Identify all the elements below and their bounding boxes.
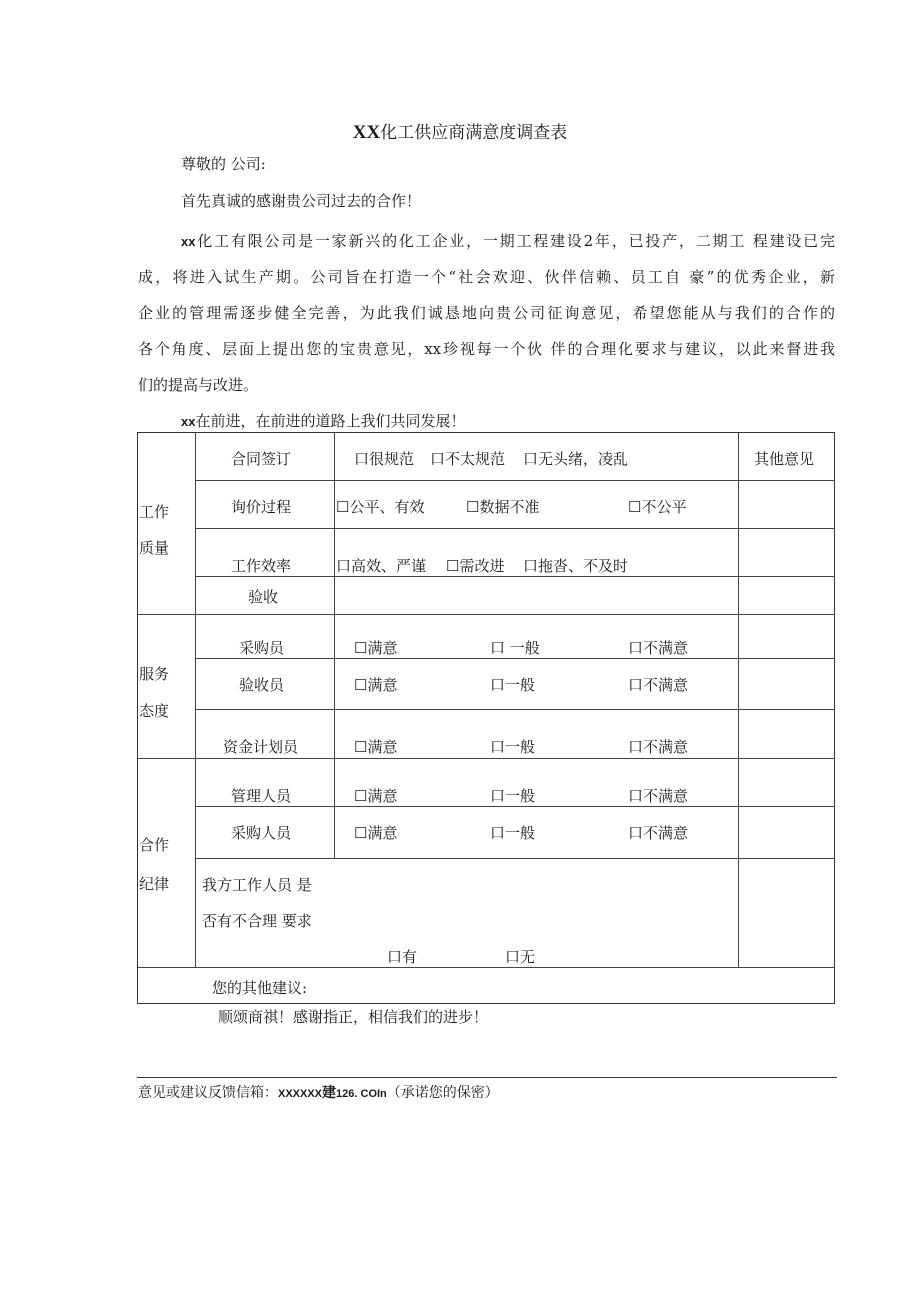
group-divider (138, 758, 835, 759)
row-divider (195, 806, 835, 807)
footer-feedback (138, 1082, 499, 1102)
footer-email-part[interactable]: 126. COIn (336, 1088, 387, 1100)
option-checkbox[interactable]: 口不满意 (628, 787, 689, 805)
footer-note: （承诺您的保密） (386, 1085, 499, 1101)
row-divider (195, 858, 835, 859)
other-suggestions-label: 您的其他建议: (212, 979, 308, 997)
footer-divider (137, 1077, 837, 1078)
option-checkbox[interactable]: 口一般 (490, 676, 536, 694)
intro-prefix: xx (181, 234, 196, 249)
title-text: 化工供应商满意度调查表 (380, 123, 568, 143)
option-checkbox[interactable]: 口很规范 (354, 450, 415, 468)
group-divider (138, 614, 835, 615)
item-label: 合同签订 (231, 450, 292, 468)
intro-line-1: xx化工有限公司是一家新兴的化工企业，一期工程建设2年，已投产，二期工 程建设已完 (181, 232, 835, 250)
option-checkbox[interactable]: 口高效、严谨 (336, 557, 427, 575)
category-label: 质量 (139, 539, 170, 557)
option-checkbox[interactable]: ☐不公平 (628, 498, 687, 516)
item-label: 采购员 (239, 639, 285, 657)
intro-line-2: 成，将进入试生产期。公司旨在打造一个“社会欢迎、伙伴信赖、员工自 豪”的优秀企业，新 (138, 268, 835, 286)
category-label: 纪律 (139, 875, 170, 893)
option-checkbox[interactable]: 口一般 (490, 738, 536, 756)
col-divider (738, 433, 739, 967)
item-label: 验收 (248, 588, 279, 606)
item-label: 否有不合理 要求 (202, 912, 312, 930)
option-checkbox[interactable]: 口不满意 (628, 639, 689, 657)
row-divider (195, 576, 835, 577)
intro-line-5: 们的提高与改进。 (138, 376, 259, 394)
title-prefix: XX (352, 122, 381, 143)
item-label: 我方工作人员 是 (202, 876, 312, 894)
intro-line-4: 各个角度、层面上提出您的宝贵意见，xx珍视每一个伙 伴的合理化要求与建议，以此来督进我 (138, 340, 835, 358)
item-label: 资金计划员 (223, 738, 299, 756)
option-checkbox[interactable]: 口一般 (490, 824, 536, 842)
option-checkbox[interactable]: 口一般 (490, 787, 536, 805)
option-checkbox[interactable]: 口无头绪，凌乱 (523, 450, 629, 468)
option-checkbox[interactable]: ☐数据不准 (466, 498, 540, 516)
option-checkbox[interactable]: 口不太规范 (430, 450, 506, 468)
option-checkbox[interactable]: ☐满意 (354, 676, 398, 694)
col-divider (195, 433, 196, 967)
option-checkbox[interactable]: 口 一般 (490, 639, 540, 657)
other-opinions-header: 其他意见 (754, 450, 815, 468)
motto-line: xx在前进，在前进的道路上我们共同发展！ (181, 412, 466, 430)
footer-email-part[interactable]: XXXXXX (278, 1088, 323, 1100)
salutation: 尊敬的 公司: (181, 155, 266, 173)
option-checkbox[interactable]: 口不满意 (628, 824, 689, 842)
item-label: 采购人员 (231, 824, 292, 842)
category-label: 态度 (139, 702, 170, 720)
item-label: 工作效率 (231, 557, 292, 575)
row-divider (195, 480, 835, 481)
item-label: 管理人员 (231, 787, 292, 805)
thanks-line: 首先真诚的感谢贵公司过去的合作！ (181, 192, 422, 210)
item-label: 验收员 (239, 676, 285, 694)
option-checkbox[interactable]: ☐公平、有效 (336, 498, 425, 516)
footer-email-part[interactable]: 建 (322, 1085, 337, 1101)
closing-line: 顺颂商祺！感谢指正，相信我们的进步！ (218, 1008, 489, 1026)
option-checkbox[interactable]: ☐满意 (354, 787, 398, 805)
row-divider (195, 709, 835, 710)
option-checkbox[interactable]: 口有 (387, 948, 418, 966)
option-checkbox[interactable]: ☐满意 (354, 824, 398, 842)
group-divider (138, 967, 835, 968)
intro-line-3: 企业的管理需逐步健全完善，为此我们诚恳地向贵公司征询意见，希望您能从与我们的合作的 (138, 304, 835, 322)
row-divider (195, 658, 835, 659)
option-checkbox[interactable]: 口不满意 (628, 738, 689, 756)
footer-label: 意见或建议反馈信箱： (138, 1085, 278, 1101)
category-label: 合作 (139, 836, 170, 854)
category-label: 工作 (139, 503, 170, 521)
option-checkbox[interactable]: 口无 (505, 948, 536, 966)
category-label: 服务 (139, 665, 170, 683)
option-checkbox[interactable]: ☐满意 (354, 639, 398, 657)
option-checkbox[interactable]: 口不满意 (628, 676, 689, 694)
option-checkbox[interactable]: ☐满意 (354, 738, 398, 756)
page-title (0, 118, 920, 144)
item-label: 询价过程 (231, 498, 292, 516)
survey-table (137, 432, 835, 1004)
option-checkbox[interactable]: 口拖沓、不及时 (523, 557, 629, 575)
option-checkbox[interactable]: ☐需改进 (446, 557, 505, 575)
motto-prefix: xx (181, 414, 196, 429)
col-divider (334, 433, 335, 858)
row-divider (195, 528, 835, 529)
